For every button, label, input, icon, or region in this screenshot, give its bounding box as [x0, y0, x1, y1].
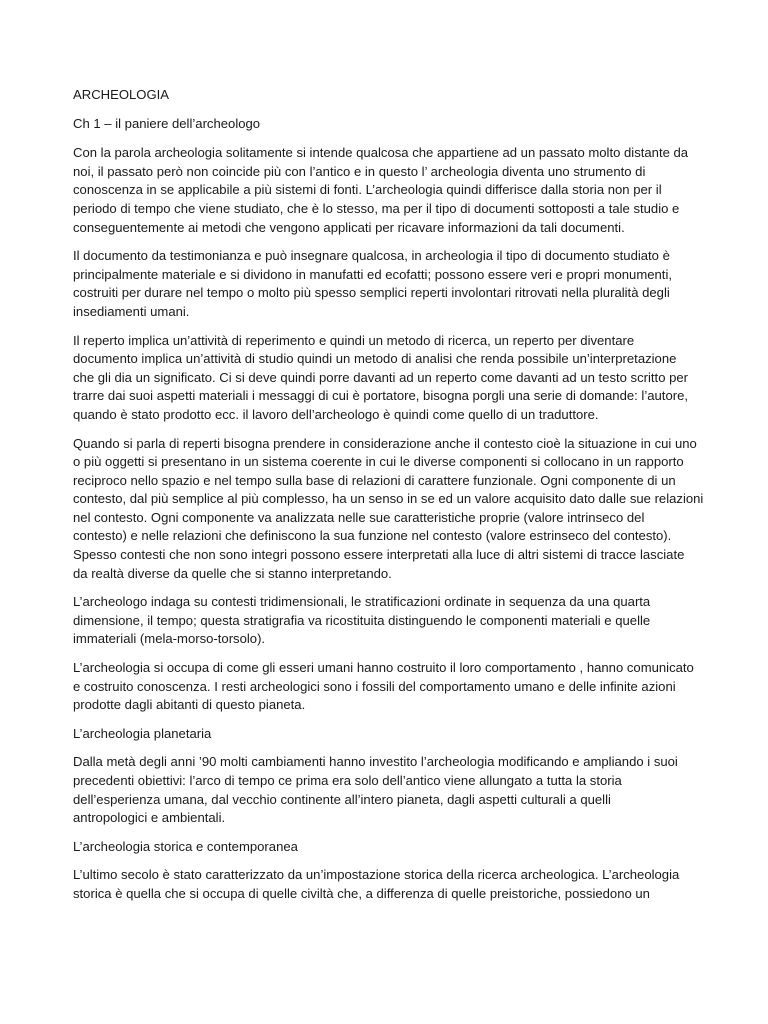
- paragraph: [73, 435, 704, 584]
- paragraph-line: Dalla metà degli anni ’90 molti cambiamenti hanno investito l’archeologia modificando e ampliando i suoi: [73, 754, 678, 770]
- paragraph-line: Quando si parla di reperti bisogna prendere in considerazione anche il contesto cioè la situazione in cui uno: [73, 435, 697, 451]
- paragraph-line: principalmente materiale e si dividono in manufatti ed ecofatti; possono essere veri e propri monumenti,: [73, 266, 672, 282]
- paragraph-line: contesto) e nelle relazioni che definiscono la sua funzione nel contesto (valore estrinseco del contesto).: [73, 528, 672, 544]
- paragraph: [73, 144, 697, 237]
- document-page: [73, 86, 704, 914]
- document-title: ARCHEOLOGIA: [73, 87, 170, 102]
- paragraph: [73, 247, 697, 321]
- paragraph-line: da realtà diverse da quelle che si stanno interpretando.: [73, 565, 392, 581]
- paragraph-line: nel contesto. Ogni componente va analizzata nelle sue caratteristiche proprie (valore intrinseco del: [73, 509, 645, 525]
- paragraph-line: storica è quella che si occupa di quelle civiltà che, a differenza di quelle preistoriche, possiedono un: [73, 885, 650, 901]
- paragraph-line: insediamenti umani.: [73, 303, 190, 319]
- paragraph: [73, 332, 697, 425]
- section-1: [73, 144, 704, 715]
- paragraph-line: costruiti per durare nel tempo o molto più spesso semplici reperti involontari ritrovati nella pluralità degli: [73, 285, 670, 301]
- paragraph-line: L’archeologia si occupa di come gli esseri umani hanno costruito il loro comportamento , hanno comunicato: [73, 660, 694, 676]
- paragraph-line: conoscenza in se applicabile a più sistemi di fonti. L’archeologia quindi differisce dalla storia non per il: [73, 182, 662, 198]
- paragraph-line: quando è stato prodotto ecc. il lavoro dell’archeologo è quindi come quello di un traduttore.: [73, 406, 599, 422]
- paragraph-line: o più oggetti si presentano in un sistema coerente in cui le diverse componenti si collocano in un rapporto: [73, 454, 684, 470]
- paragraph-line: antropologici e ambientali.: [73, 810, 226, 826]
- paragraph-line: precedenti obiettivi: l’arco di tempo ce prima era solo dell’antico viene allungato a tutta la storia: [73, 773, 622, 788]
- paragraph-line: reciproco nello spazio e nel tempo sulla base di relazioni di carattere funzionale. Ogni componente di un: [73, 472, 676, 488]
- paragraph-line: periodo di tempo che viene studiato, che è lo stesso, ma per il tipo di documenti sottoposti a tale studio e: [73, 200, 680, 216]
- paragraph-line: contesto, dal più semplice al più complesso, ha un senso in se ed un valore acquisito dato dalle sue relazioni: [73, 491, 704, 507]
- paragraph-line: immateriali (mela-morso-torsolo).: [73, 631, 266, 647]
- paragraph-line: Il documento da testimonianza e può insegnare qualcosa, in archeologia il tipo di documento studiato è: [73, 248, 670, 264]
- paragraph: [73, 593, 697, 649]
- paragraph-line: Spesso contesti che non sono integri possono essere interpretati alla luce di altri sistemi di tracce lasciate: [73, 547, 685, 563]
- section-heading-planetaria: L’archeologia planetaria: [73, 725, 212, 741]
- paragraph-line: noi, il passato però non coincide più con l’antico e in questo l’ archeologia diventa uno strumento di: [73, 163, 646, 179]
- paragraph-line: Il reperto implica un’attività di reperimento e quindi un metodo di ricerca, un reperto per diventare: [73, 332, 635, 348]
- paragraph-line: documento implica un’attività di studio quindi un metodo di analisi che renda possibile un’interpretazione: [73, 351, 677, 367]
- paragraph-line: L’ultimo secolo è stato caratterizzato da un’impostazione storica della ricerca archeologica. L’archeologia: [73, 867, 680, 883]
- paragraph-line: e costruito conoscenza. I resti archeologici sono i fossili del comportamento umano e delle infinite azioni: [73, 678, 676, 694]
- section-heading-storica: L’archeologia storica e contemporanea: [73, 838, 298, 854]
- section-3: [73, 866, 697, 903]
- chapter-heading: Ch 1 – il paniere dell’archeologo: [73, 115, 261, 131]
- paragraph-line: conseguentemente ai metodi che vengono applicati per ricavare informazioni da tali documenti.: [73, 219, 625, 235]
- section-2: [73, 753, 697, 827]
- paragraph-line: Con la parola archeologia solitamente si intende qualcosa che appartiene ad un passato molto distante da: [73, 145, 689, 161]
- paragraph: [73, 753, 697, 827]
- paragraph-line: prodotte dagli abitanti di questo pianeta.: [73, 697, 306, 713]
- paragraph-line: trarre dai suoi aspetti materiali i messaggi di cui è portatore, bisogna porgli una serie di domande: l’autore,: [73, 388, 689, 404]
- paragraph: [73, 866, 697, 903]
- paragraph-line: L’archeologo indaga su contesti tridimensionali, le stratificazioni ordinate in sequenza da una quarta: [73, 594, 651, 610]
- paragraph: [73, 659, 697, 715]
- paragraph-line: dell’esperienza umana, dal vecchio continente all’intero pianeta, dagli aspetti culturali a quelli: [73, 791, 611, 807]
- paragraph-line: che gli dia un significato. Ci si deve quindi porre davanti ad un reperto come davanti ad un testo scritto per: [73, 369, 689, 385]
- paragraph-line: dimensione, il tempo; questa stratigrafia va ricostituita distinguendo le componenti materiali e quelle: [73, 612, 651, 628]
